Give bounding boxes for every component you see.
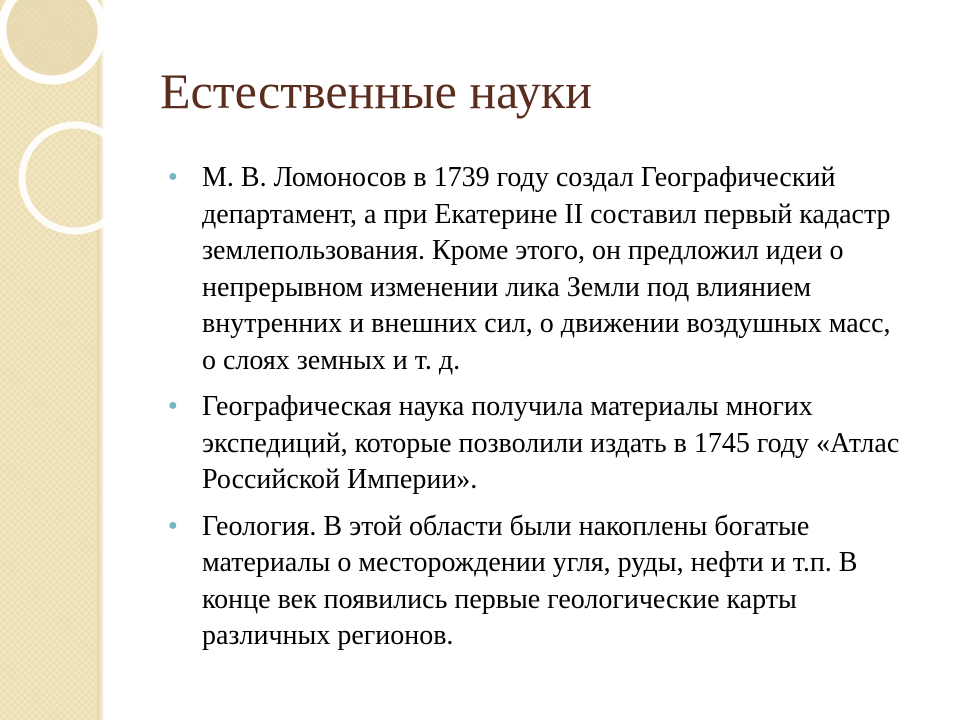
bullet-dot-icon: ● bbox=[168, 168, 178, 185]
decorative-rings bbox=[0, 0, 160, 260]
decorative-ring-bottom bbox=[22, 125, 128, 231]
bullet-item bbox=[168, 509, 908, 655]
bullet-item bbox=[168, 160, 908, 379]
bullet-text: Геология. В этой области были накоплены богатые материалы о месторождении угля, руды, нефти и т.п. В конце век появились первые геологические карты различных регионов. bbox=[202, 510, 858, 651]
slide-title: Естественные науки bbox=[160, 63, 592, 119]
bullet-item bbox=[168, 389, 908, 499]
bullet-list bbox=[168, 160, 908, 665]
bullet-text: Географическая наука получила материалы многих экспедиций, которые позволили издать в 1745 году «Атлас Российской Империи». bbox=[202, 391, 900, 495]
bullet-dot-icon: ● bbox=[168, 516, 178, 534]
bullet-dot-icon: ● bbox=[168, 397, 178, 414]
bullet-text: М. В. Ломоносов в 1739 году создал Географический департамент, а при Екатерине II составил первый кадастр землепользования. Кроме этого, он предложил идеи о непрерывном изменении лика Земли под влиянием внутренних и внешних сил, о движении воздушных масс, о слоях земных и т. д. bbox=[202, 162, 891, 376]
